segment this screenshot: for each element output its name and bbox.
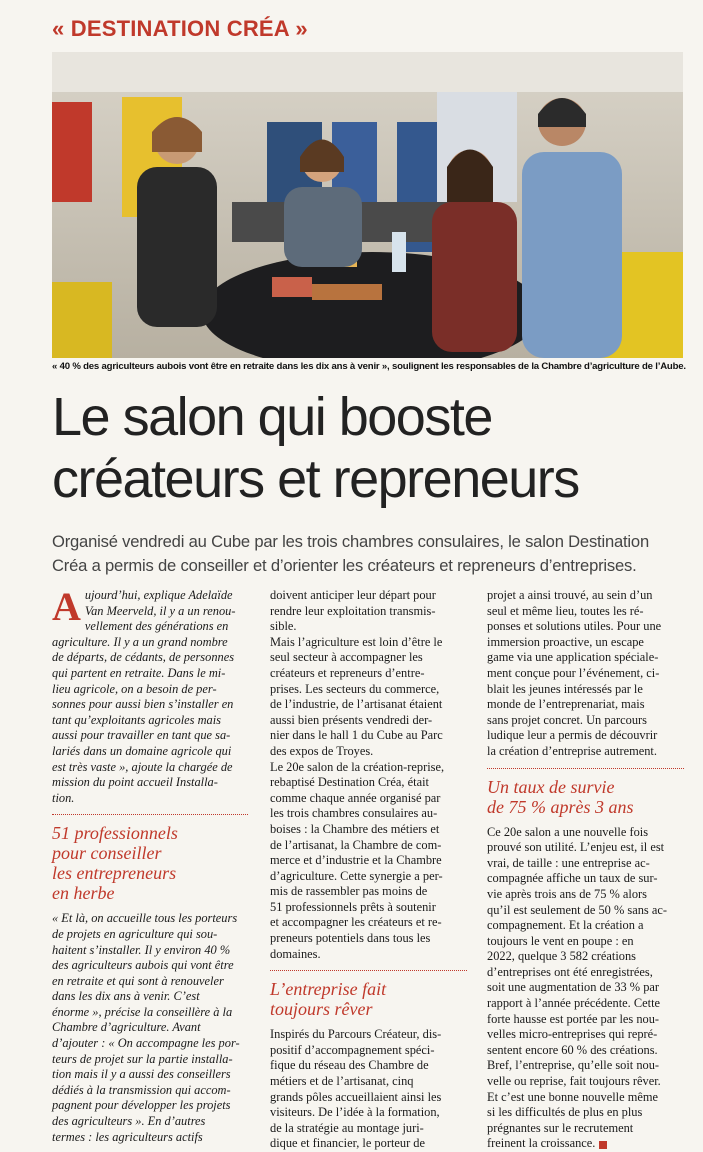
text-line: compagnement. Et la création a [487, 918, 644, 933]
text-line: Mais l’agriculture est loin d’être le [270, 634, 443, 649]
text-line: de projets en agriculture qui sou- [52, 926, 218, 941]
intro-paragraph [52, 584, 248, 806]
text-line: des agriculteurs ». En d’autres [52, 1114, 206, 1129]
text-line: velle ou reprise, fait toujours rêver. [487, 1074, 661, 1089]
text-line: blait les jeunes intéressés par le [487, 681, 643, 696]
text-line: de l’industrie, de l’artisanat étaient [270, 697, 443, 712]
text-line: toujours le vent en poupe : en [487, 933, 634, 948]
text-line: prégnantes sur le recrutement [487, 1120, 634, 1135]
text-line: si les difficultés de plus en plus [487, 1105, 643, 1120]
text-line: preneurs potentiels dans tous les [270, 931, 431, 946]
text-line: ludique leur a permis de découvrir [487, 728, 658, 743]
text-line: sentent encore 60 % des créations. [487, 1042, 658, 1057]
subheading-dream [270, 979, 467, 1019]
text-line: vrai, de taille : une entreprise ac- [487, 855, 650, 870]
text-line: soit une augmentation de 33 % par [487, 980, 660, 995]
text-line: velles micro-entreprises qui repré- [487, 1027, 658, 1042]
text-line: Bref, l’entreprise, qu’elle soit nou- [487, 1058, 660, 1073]
text-line: tion mais il y a aussi des conseillers [52, 1067, 231, 1082]
text-line: 51 professionnels prêts à soutenir [270, 899, 436, 914]
text-line: rapport à l’année précédente. Cette [487, 996, 661, 1011]
text-line: seul secteur à accompagner les [270, 650, 423, 665]
subheading-line: 51 professionnels [52, 823, 178, 844]
text-line: qui partent en retraite. Dans le mi- [52, 665, 226, 680]
text-line: visiteurs. De l’idée à la formation, [270, 1105, 440, 1120]
text-line: d’agriculture. Cette synergie a per- [270, 868, 443, 883]
text-line: sible. [270, 619, 297, 634]
text-line: aussi bien présents vendredi der- [270, 712, 433, 727]
text-line: freinent la croissance. [487, 1136, 684, 1152]
text-line: des agriculteurs aubois qui vont être [52, 958, 234, 973]
col2-p1 [270, 588, 467, 962]
text-line: énorme », précise la conseillère à la [52, 1004, 233, 1019]
standfirst [52, 530, 682, 578]
text-line: Et c’est une bonne nouvelle même [487, 1089, 659, 1104]
text-line: nier dans le hall 1 du Cube au Parc [270, 728, 443, 743]
rubric: « DESTINATION CRÉA » [52, 16, 308, 41]
text-line: prises. Les secteurs du commerce, [270, 681, 440, 696]
text-line: teurs de projet sur la partie installa- [52, 1051, 233, 1066]
text-line: haitent s’installer. Il y environ 40 % [52, 942, 231, 957]
text-line: forte hausse est portée par les nou- [487, 1011, 660, 1026]
subheading-line: les entrepreneurs [52, 863, 177, 884]
text-line: boises : la Chambre des métiers et [270, 821, 440, 836]
text-line: compagnée affiche un taux de sur- [487, 871, 658, 886]
text-line: la création d’entreprise autrement. [487, 743, 657, 758]
text-line: projet a ainsi trouvé, au sein d’un [487, 588, 653, 602]
text-line: de l’artisanat, la Chambre de com- [270, 837, 442, 852]
standfirst-line-2: Créa a permis de conseiller et d’orienter les créateurs et repreneurs d’entreprises. [52, 556, 637, 575]
subheading-line: en herbe [52, 883, 115, 904]
text-line: tant qu’exploitants agricoles mais [52, 712, 221, 727]
text-line: lieu agricole, on a besoin de per- [52, 681, 217, 696]
subheading-line: toujours rêver [270, 999, 373, 1020]
text-line: de la stratégie au montage juri- [270, 1120, 424, 1135]
text-line: sans projet concret. Un parcours [487, 712, 647, 727]
text-line: Inspirés du Parcours Créateur, dis- [270, 1027, 442, 1042]
col3-p1 [487, 588, 684, 760]
text-line: sonnes pour aussi bien s’installer en [52, 697, 234, 712]
col1-p2 [52, 911, 248, 1145]
text-line: d’ajouter : « On accompagne les por- [52, 1036, 240, 1051]
text-line: « Et là, on accueille tous les porteurs [52, 911, 238, 926]
column-3 [487, 588, 684, 1152]
text-line: de départs, de cédants, de personnes [52, 650, 235, 665]
text-line: doivent anticiper leur départ pour [270, 588, 436, 602]
text-line: game via une application spéciale- [487, 650, 659, 665]
text-line: termes : les agriculteurs actifs [52, 1129, 203, 1144]
text-line: merce et d’industrie et la Chambre [270, 853, 442, 868]
text-line: prouvé son utilité. L’enjeu est, il est [487, 840, 665, 855]
text-line: immersion proactive, un escape [487, 634, 644, 649]
text-line: ponses et solutions utiles. Pour une [487, 619, 662, 634]
section-divider [270, 970, 467, 971]
text-line: vellement des générations en [84, 619, 229, 634]
headline-line-2: créateurs et repreneurs [52, 449, 579, 509]
text-line: seul et même lieu, toutes les ré- [487, 603, 644, 618]
text-line: Chambre d’agriculture. Avant [52, 1020, 201, 1035]
text-line: grands pôles accueillaient ainsi les [270, 1089, 442, 1104]
text-line: lariés dans un domaine agricole qui [52, 743, 232, 758]
column-2 [270, 588, 467, 1152]
text-line: des expos de Troyes. [270, 743, 374, 758]
text-line: Van Meerveld, il y a un renou- [84, 603, 236, 618]
section-divider [52, 814, 248, 815]
subheading-professionals [52, 823, 248, 903]
text-line: ujourd’hui, explique Adelaïde [84, 588, 233, 602]
text-line: les trois chambres consulaires au- [270, 806, 438, 821]
text-line: comme chaque année organisé par [270, 790, 441, 805]
text-line: positif d’accompagnement spéci- [270, 1042, 435, 1057]
text-line: rebaptisé Destination Créa, était [270, 775, 429, 790]
text-line: aussi pour travailler en tant que sa- [52, 728, 231, 743]
text-line: rendre leur exploitation transmis- [270, 603, 436, 618]
subheading-survival [487, 777, 684, 817]
text-line: créateurs et repreneurs d’entre- [270, 665, 425, 680]
column-1 [52, 584, 248, 1145]
col3-p2 [487, 825, 684, 1152]
text-line: agriculture. Il y a un grand nombre [52, 634, 228, 649]
article-photo [52, 52, 683, 358]
text-line: tion. [52, 790, 75, 805]
text-line: Ce 20e salon a une nouvelle fois [487, 824, 649, 839]
drop-cap: A [52, 584, 81, 629]
text-line: et accompagner les créateurs et re- [270, 915, 442, 930]
section-divider [487, 768, 684, 769]
standfirst-line-1: Organisé vendredi au Cube par les trois chambres consulaires, le salon Destination [52, 532, 649, 551]
subheading-line: L’entreprise fait [270, 979, 387, 1000]
col2-p2 [270, 1027, 467, 1152]
text-line: 2022, quelque 3 582 créations [487, 949, 636, 964]
text-line: qu’il est seulement de 50 % sans ac- [487, 902, 667, 917]
text-line: est très vaste », ajoute la chargée de [52, 759, 233, 774]
subheading-line: de 75 % après 3 ans [487, 796, 634, 817]
text-line: dédiés à la transmission qui accom- [52, 1082, 231, 1097]
col1-p1 [52, 635, 248, 807]
text-line: domaines. [270, 946, 321, 961]
headline [52, 386, 692, 510]
text-line: mis de rassembler pas moins de [270, 884, 428, 899]
text-line: ment conçue pour l’événement, ci- [487, 665, 660, 680]
text-line: monde de l’entreprenariat, mais [487, 697, 645, 712]
text-line: métiers et de l’artisanat, cinq [270, 1074, 414, 1089]
text-line: vie après trois ans de 75 % alors [487, 886, 648, 901]
text-line: dique et financier, le porteur de [270, 1136, 426, 1151]
subheading-line: Un taux de survie [487, 776, 615, 797]
text-line: en retraite et qui sont à renouveler [52, 973, 224, 988]
text-line: pagnent pour développer les projets [52, 1098, 231, 1113]
text-line: fique du réseau des Chambre de [270, 1058, 429, 1073]
end-of-article-mark [599, 1141, 607, 1149]
text-line: Le 20e salon de la création-reprise, [270, 759, 445, 774]
text-line: dans les dix ans à venir. C’est [52, 989, 200, 1004]
text-line: mission du point accueil Installa- [52, 775, 218, 790]
headline-line-1: Le salon qui booste [52, 387, 492, 447]
subheading-line: pour conseiller [52, 843, 162, 864]
text-line: d’entreprises ont été enregistrées, [487, 964, 653, 979]
photo-caption: « 40 % des agriculteurs aubois vont être en retraite dans les dix ans à venir », soulignent les responsables de la Chambre d’agriculture de l’Aube. [52, 361, 686, 372]
photo-illustration [52, 52, 683, 358]
